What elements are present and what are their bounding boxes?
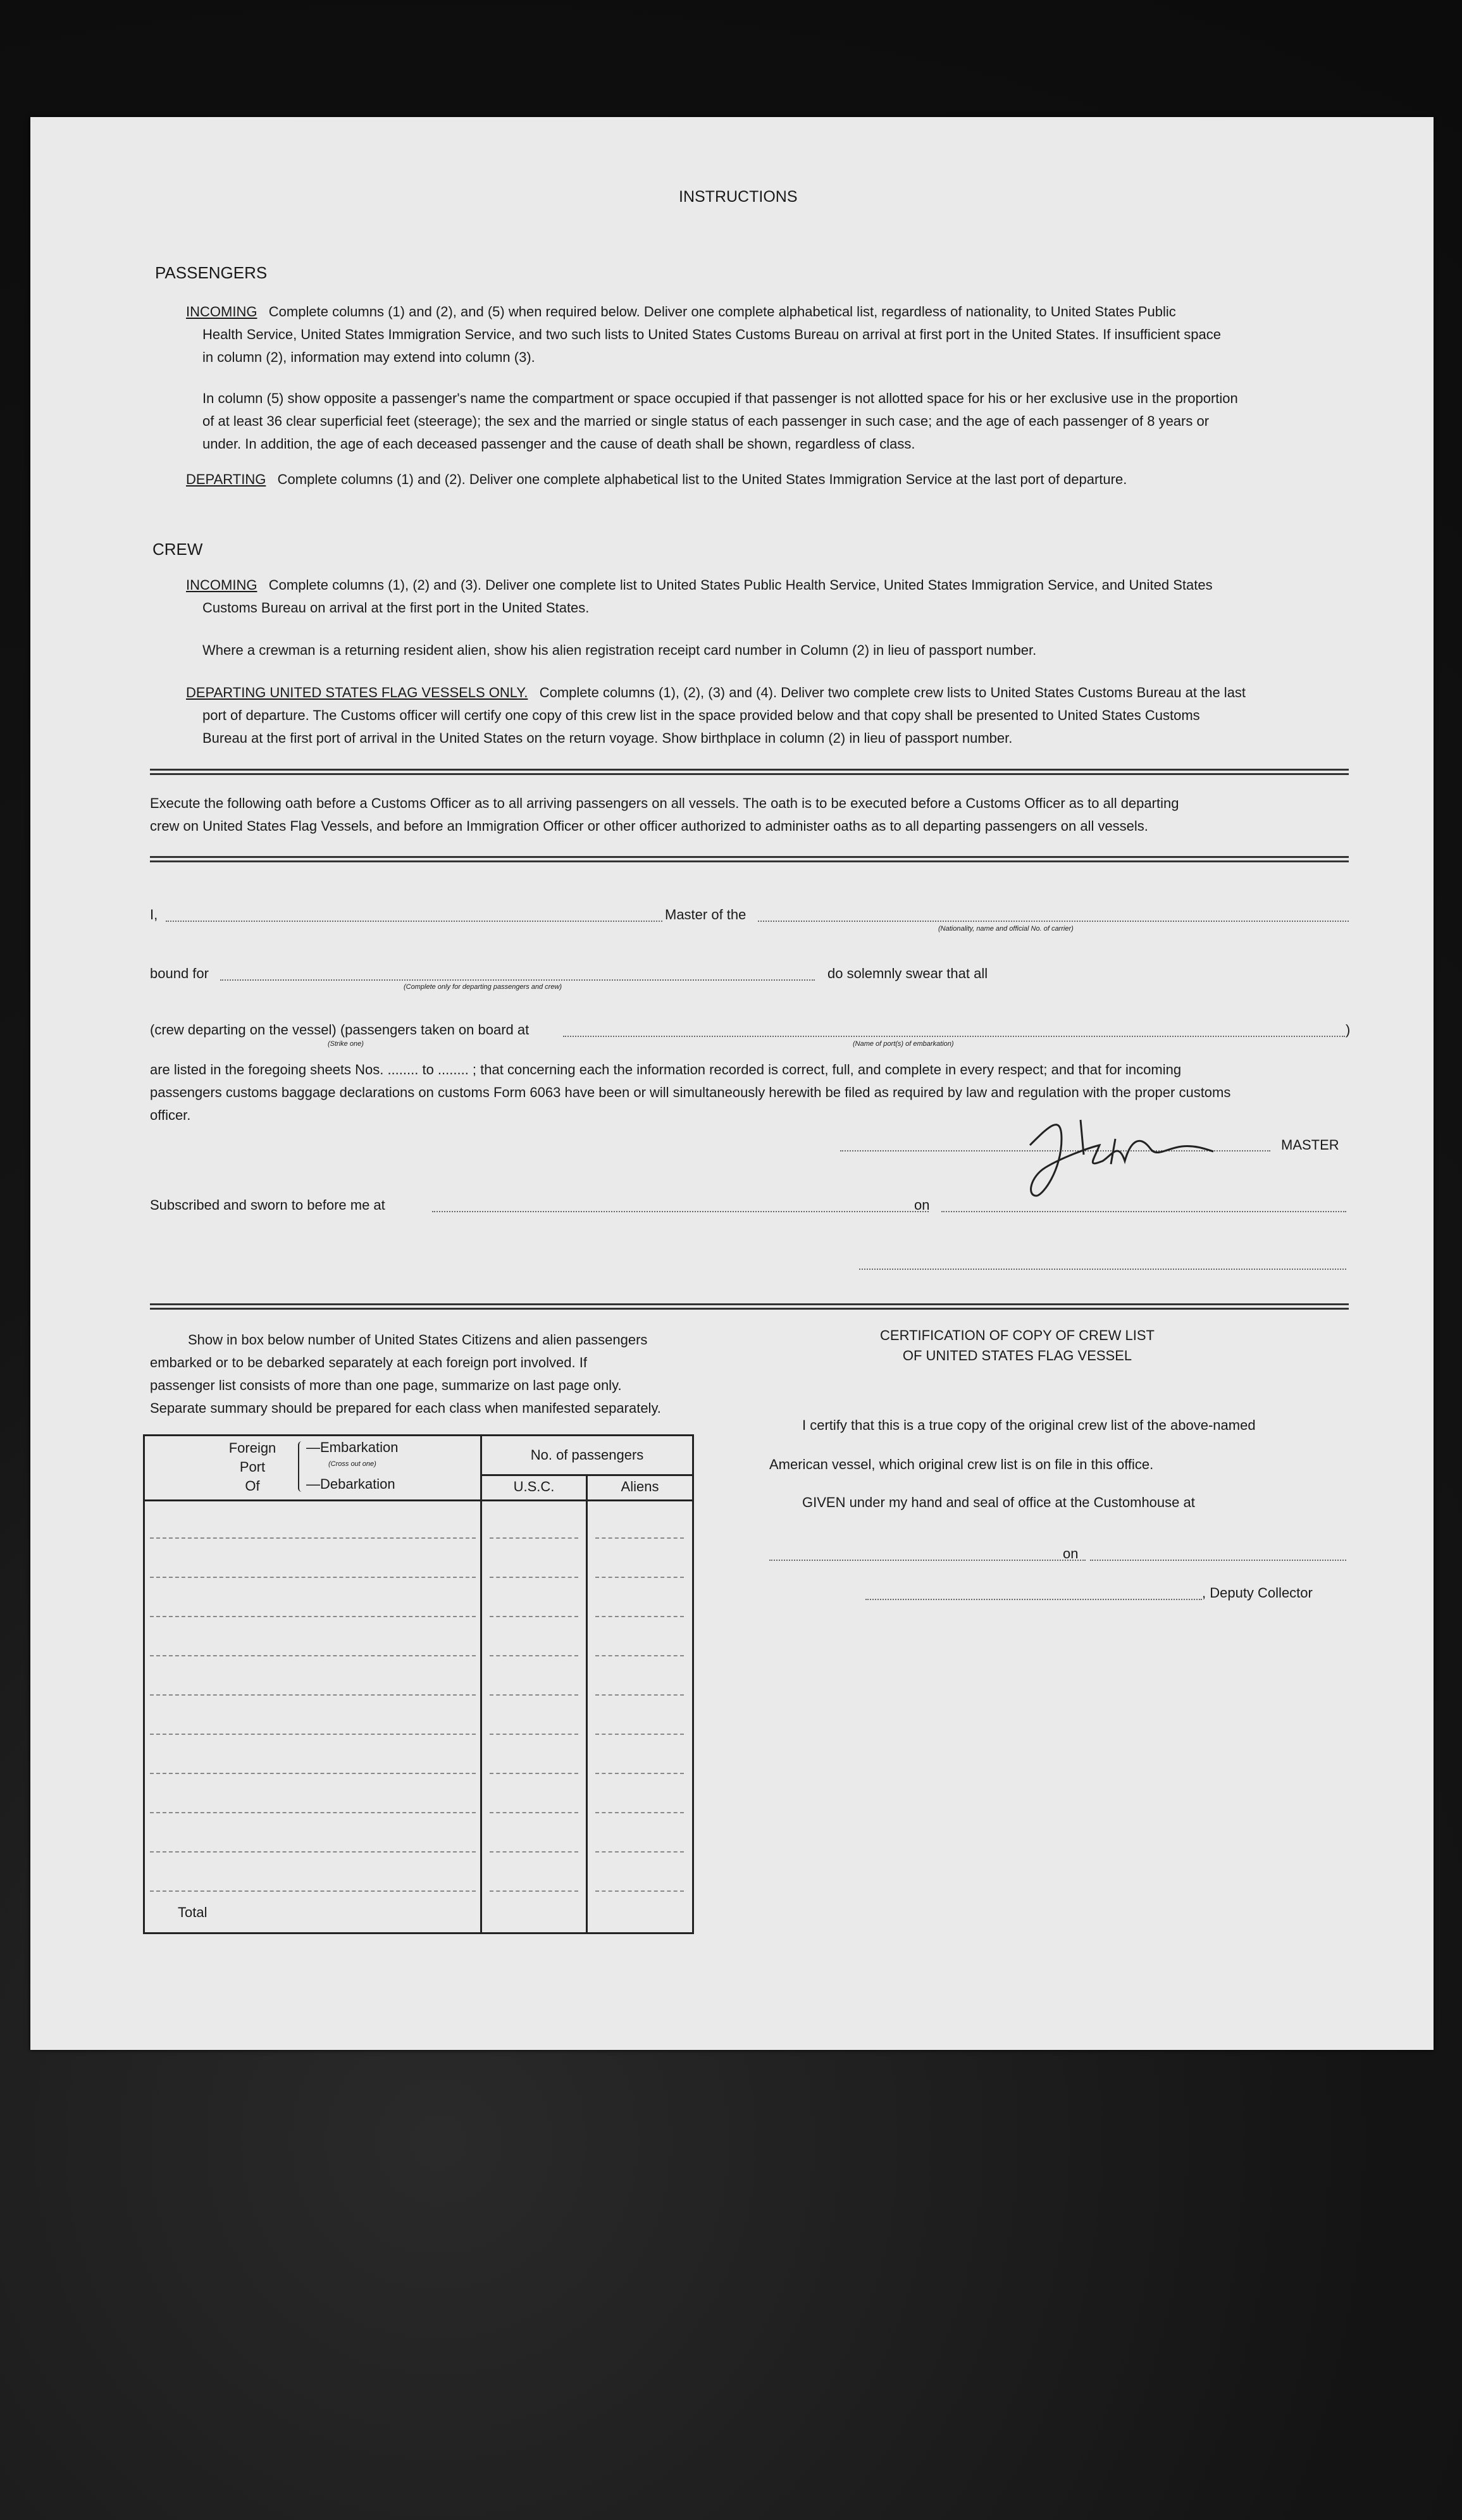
summary-row-line[interactable] — [595, 1734, 684, 1735]
summary-row-line[interactable] — [150, 1812, 476, 1813]
crew-resident-text: Where a crewman is a returning resident alien, show his alien registration receipt card number in Column (2) in lieu of passport number. — [202, 642, 1037, 658]
summary-row-line[interactable] — [595, 1694, 684, 1696]
summary-row-line[interactable] — [490, 1773, 578, 1774]
summary-row-line[interactable] — [490, 1812, 578, 1813]
crew-incoming-label: INCOMING — [186, 577, 257, 593]
bound-for-label: bound for — [150, 965, 209, 981]
debarkation-option[interactable]: —Debarkation — [306, 1476, 395, 1492]
customhouse-field[interactable] — [769, 1560, 1086, 1561]
col5-line: under. In addition, the age of each deceased passenger and the cause of death shall be shown, regardless of class. — [202, 436, 915, 452]
swear-label: do solemnly swear that all — [827, 965, 988, 981]
crew-departing-statement: (crew departing on the vessel) (passengers taken on board at — [150, 1022, 530, 1038]
crew-incoming-line: Customs Bureau on arrival at the first port in the United States. — [202, 600, 590, 616]
summary-row-line[interactable] — [490, 1694, 578, 1696]
summary-row-line[interactable] — [150, 1734, 476, 1735]
ports-note: (Name of port(s) of embarkation) — [853, 1040, 954, 1048]
sworn-on-label: on — [914, 1197, 930, 1213]
summary-row-line[interactable] — [595, 1577, 684, 1578]
listed-line: officer. — [150, 1107, 191, 1123]
crew-incoming-block — [186, 574, 1213, 619]
bound-for-field[interactable] — [220, 979, 815, 981]
aliens-header: Aliens — [621, 1479, 659, 1494]
col5-line: of at least 36 clear superficial feet (steerage); the sex and the married or single status of each passenger in such case; and the age of each passenger of 8 years or — [202, 413, 1210, 429]
summary-instructions-line: embarked or to be debarked separately at each foreign port involved. If — [150, 1355, 587, 1370]
page-title: INSTRUCTIONS — [679, 188, 798, 206]
summary-row-line[interactable] — [595, 1890, 684, 1892]
summary-row-line[interactable] — [150, 1851, 476, 1853]
summary-row-line[interactable] — [150, 1773, 476, 1774]
summary-row-line[interactable] — [490, 1537, 578, 1539]
deputy-collector-signature-field[interactable] — [865, 1599, 1202, 1600]
summary-row-line[interactable] — [150, 1577, 476, 1578]
bound-for-note: (Complete only for departing passengers and crew) — [404, 983, 562, 991]
master-name-field[interactable] — [166, 921, 662, 922]
oath-i-label: I, — [150, 907, 158, 922]
passengers-incoming-label: INCOMING — [186, 304, 257, 320]
summary-row-line[interactable] — [150, 1694, 476, 1696]
summary-row-line[interactable] — [490, 1655, 578, 1656]
summary-instructions-line: Separate summary should be prepared for each class when manifested separately. — [150, 1400, 661, 1416]
close-paren: ) — [1346, 1022, 1351, 1038]
passengers-incoming-line: Complete columns (1) and (2), and (5) when required below. Deliver one complete alphabetical list, regardless of nationality, to United States Public — [268, 304, 1176, 320]
foreign-port-of-header: Foreign Port Of — [228, 1440, 276, 1494]
embarkation-option[interactable]: —Embarkation — [306, 1439, 399, 1455]
form-page — [30, 117, 1434, 2050]
crew-departing-block — [186, 681, 1246, 750]
certification-title — [771, 1325, 1264, 1366]
embarkation-ports-field[interactable] — [563, 1036, 1345, 1037]
officer-signature-field[interactable] — [859, 1269, 1346, 1270]
summary-row-line[interactable] — [595, 1616, 684, 1617]
summary-instructions-line: passenger list consists of more than one page, summarize on last page only. — [150, 1377, 622, 1393]
certification-title-line: CERTIFICATION OF COPY OF CREW LIST — [880, 1327, 1155, 1343]
passengers-col5-block — [202, 387, 1238, 456]
given-text: GIVEN under my hand and seal of office at the Customhouse at — [802, 1494, 1195, 1510]
passengers-heading: PASSENGERS — [155, 263, 268, 282]
passengers-departing-block — [186, 468, 1127, 491]
passengers-incoming-line: in column (2), information may extend into column (3). — [202, 349, 535, 365]
summary-row-line[interactable] — [490, 1616, 578, 1617]
strike-note: (Strike one) — [328, 1040, 364, 1048]
total-label: Total — [178, 1904, 208, 1920]
col5-line: In column (5) show opposite a passenger's name the compartment or space occupied if that passenger is not allotted space for his or her exclusive use in the proportion — [202, 390, 1238, 406]
summary-row-line[interactable] — [490, 1734, 578, 1735]
listed-line: are listed in the foregoing sheets Nos. ........ to ........ ; that concerning each the information recorded is correct, full, and complete in every respect; and that for incoming — [150, 1062, 1182, 1077]
summary-row-line[interactable] — [595, 1655, 684, 1656]
summary-row-line[interactable] — [150, 1616, 476, 1617]
cross-out-note: (Cross out one) — [328, 1460, 376, 1468]
handwritten-signature-icon — [992, 1101, 1220, 1208]
section-divider — [150, 1303, 1349, 1310]
passengers-incoming-block — [186, 301, 1221, 369]
crew-departing-label: DEPARTING UNITED STATES FLAG VESSELS ONLY. — [186, 685, 528, 700]
summary-row-line[interactable] — [595, 1537, 684, 1539]
subscribed-label: Subscribed and sworn to before me at — [150, 1197, 385, 1213]
summary-row-line[interactable] — [595, 1812, 684, 1813]
summary-row-line[interactable] — [150, 1655, 476, 1656]
nationality-note: (Nationality, name and official No. of carrier) — [938, 925, 1074, 933]
crew-departing-line: Complete columns (1), (2), (3) and (4). Deliver two complete crew lists to United States Customs Bureau at the last — [539, 685, 1246, 700]
crew-incoming-line: Complete columns (1), (2) and (3). Deliver one complete list to United States Public Health Service, United States Immigration Service, and United States — [268, 577, 1213, 593]
certification-title-line: OF UNITED STATES FLAG VESSEL — [902, 1348, 1132, 1363]
section-divider — [150, 856, 1349, 862]
american-vessel-text: American vessel, which original crew list is on file in this office. — [769, 1456, 1154, 1472]
passenger-summary-table — [143, 1434, 694, 1934]
vessel-field[interactable] — [758, 921, 1349, 922]
crew-heading: CREW — [152, 540, 203, 559]
summary-instructions-line: Show in box below number of United States Citizens and alien passengers — [188, 1332, 648, 1348]
crew-departing-line: port of departure. The Customs officer will certify one copy of this crew list in the space provided below and that copy shall be presented to United States Customs — [202, 707, 1200, 723]
passengers-departing-label: DEPARTING — [186, 471, 266, 487]
sworn-place-field[interactable] — [432, 1211, 929, 1212]
oath-instructions-line: crew on United States Flag Vessels, and before an Immigration Officer or other officer authorized to administer oaths as to all departing passengers on all vessels. — [150, 818, 1148, 834]
certify-text: I certify that this is a true copy of the original crew list of the above-named — [802, 1417, 1256, 1433]
summary-row-line[interactable] — [490, 1851, 578, 1853]
summary-row-line[interactable] — [150, 1890, 476, 1892]
summary-row-line[interactable] — [490, 1577, 578, 1578]
passengers-incoming-line: Health Service, United States Immigration Service, and two such lists to United States Customs Bureau on arrival at first port in the United States. If insufficient space — [202, 326, 1222, 342]
certification-on-label: on — [1063, 1546, 1079, 1561]
usc-header: U.S.C. — [513, 1479, 555, 1494]
passengers-departing-text: Complete columns (1) and (2). Deliver one complete alphabetical list to the United States Immigration Service at the last port of departure. — [277, 471, 1127, 487]
summary-row-line[interactable] — [595, 1851, 684, 1853]
no-of-passengers-header: No. of passengers — [530, 1447, 644, 1463]
sworn-date-field[interactable] — [941, 1211, 1346, 1212]
master-of-label: Master of the — [665, 907, 746, 922]
oath-instructions — [150, 792, 1179, 838]
deputy-collector-label: , Deputy Collector — [1202, 1585, 1313, 1601]
section-divider — [150, 769, 1349, 775]
listed-line: passengers customs baggage declarations on customs Form 6063 have been or will simultaneously herewith be filed as required by law and regulation with the proper customs — [150, 1084, 1231, 1100]
certification-date-field[interactable] — [1090, 1560, 1346, 1561]
summary-row-line[interactable] — [150, 1537, 476, 1539]
summary-instructions — [150, 1329, 707, 1420]
master-label: MASTER — [1281, 1137, 1339, 1153]
oath-instructions-line: Execute the following oath before a Customs Officer as to all arriving passengers on all vessels. The oath is to be executed before a Customs Officer as to all departing — [150, 795, 1179, 811]
summary-row-line[interactable] — [595, 1773, 684, 1774]
summary-row-line[interactable] — [490, 1890, 578, 1892]
crew-departing-line: Bureau at the first port of arrival in the United States on the return voyage. Show birthplace in column (2) in lieu of passport number. — [202, 730, 1013, 746]
